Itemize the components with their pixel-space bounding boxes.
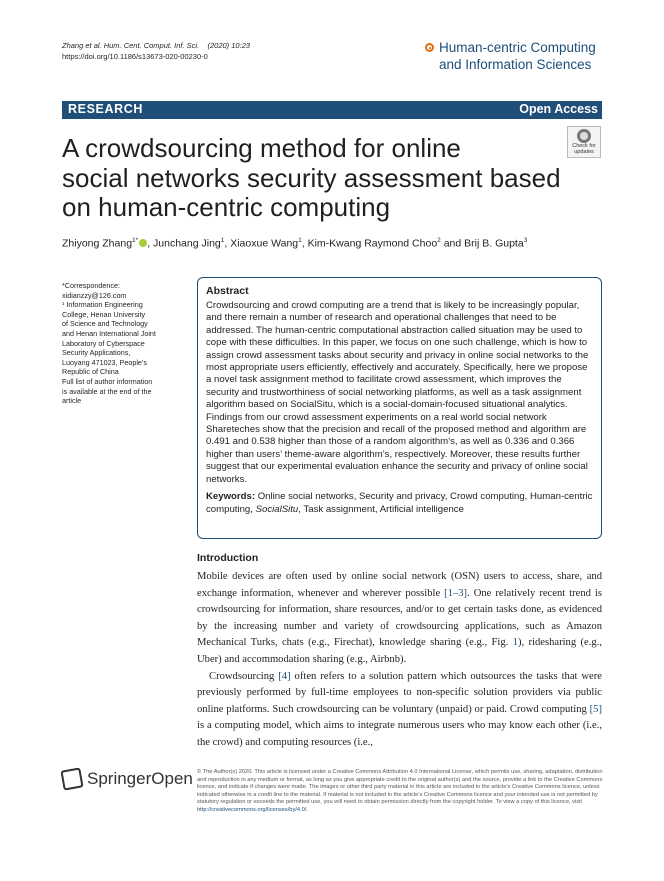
sidebar-line: Laboratory of Cyberspace <box>62 338 145 348</box>
sidebar-line: ¹ Information Engineering <box>62 300 143 310</box>
check-for-updates-badge[interactable] <box>567 126 601 158</box>
sidebar-line: and Henan International Joint <box>62 328 156 338</box>
sidebar-line: article <box>62 396 82 406</box>
sidebar-line: Security Applications, <box>62 348 131 358</box>
sidebar-line: Republic of China <box>62 367 119 377</box>
intro-paragraph-2 <box>197 669 602 752</box>
author-4-affil: 2 <box>437 237 441 244</box>
author-5-affil: 3 <box>523 237 528 244</box>
citation: Zhang et al. Hum. Cent. Comput. Inf. Sci. <box>62 41 200 50</box>
sidebar-line: Full list of author information <box>62 376 153 386</box>
author-3[interactable]: , Xiaoxue Wang <box>224 237 299 250</box>
correspondence-email[interactable]: xidianzzy@126.com <box>62 290 127 300</box>
keywords <box>206 491 593 516</box>
text-run: is a computing model, which aims to integrate numerous users who may know each other (i.e., the crowd) and computing resources (i.e., <box>197 720 602 748</box>
title-line2: social networks security assessment based <box>62 162 561 193</box>
section-bar <box>62 101 602 119</box>
author-1-affil: 1* <box>132 237 139 244</box>
author-2-affil: 1 <box>220 237 225 244</box>
citation-link[interactable]: [4] <box>278 670 291 682</box>
open-access-label: Open Access <box>519 102 598 116</box>
sidebar-line: College, Henan University <box>62 309 146 319</box>
author-4[interactable]: , Kim-Kwang Raymond Choo <box>301 237 438 250</box>
publisher-logo <box>62 769 193 789</box>
article-title <box>62 134 562 223</box>
badge-line2: updates <box>574 149 594 155</box>
title-line3: on human-centric computing <box>62 192 391 222</box>
keywords-text: Online social networks, Security and privacy, Crowd computing, Human-centric computing, <box>206 491 593 515</box>
figure-link[interactable]: 1 <box>512 637 518 649</box>
citation-link[interactable]: [5] <box>589 703 602 715</box>
author-2[interactable]: , Junchang Jing <box>147 237 221 250</box>
section-label: RESEARCH <box>68 102 143 116</box>
running-header <box>62 40 250 62</box>
text-run: . One relatively recent trend is crowdsourcing for information, share resources, and/or to get certain tasks done, as evidenced by the increasing number and variety of crowdsourcing applications, such as Amazon Mechanical Turks, chats (e.g., Firechat), knowledge sharing (e.g., Fig. <box>197 587 602 649</box>
sidebar-line: Luoyang 471023, People’s <box>62 357 147 367</box>
license-text: © The Author(s) 2020. This article is licensed under a Creative Commons Attribution 4.0 International License, which permits use, sharing, adaptation, distribution and reproduction in any medium or format, as long as you give appropriate credit to the original author(s) and the source, provide a link to the Creative Commons licence, and indicate if changes were made. The images or other third party material in this article are included in the article’s Creative Commons licence, unless indicated otherwise in a credit line to the material. If material is not included in the article’s Creative Commons licence and your intended use is not permitted by statutory regulation or exceeds the permitted use, you will need to obtain permission directly from the copyright holder. To view a copy of this licence, visit <box>197 769 603 806</box>
abstract-box <box>197 277 602 539</box>
author-5[interactable]: and Brij B. Gupta <box>440 237 524 250</box>
license-notice <box>197 769 604 815</box>
journal-logo-icon <box>425 43 434 52</box>
intro-paragraph-1 <box>197 569 602 669</box>
correspondence-sidebar <box>62 281 172 406</box>
springer-horse-icon <box>60 767 83 790</box>
author-1[interactable]: Zhiyong Zhang <box>62 237 133 250</box>
text-run: Mobile devices are often used by online social network (OSN) users to access, share, and exchange information, whenever and wherever possible <box>197 571 602 599</box>
text-run: Crowdsourcing <box>209 670 279 682</box>
sidebar-line: is available at the end of the <box>62 386 152 396</box>
check-updates-icon <box>577 129 591 143</box>
doi-link[interactable]: https://doi.org/10.1186/s13673-020-00230-0 <box>62 52 208 61</box>
journal-name-line1: Human-centric Computing <box>439 40 596 55</box>
abstract-body: Crowdsourcing and crowd computing are a trend that is likely to be increasingly popular, and there remain a number of research and operational challenges that need to be addressed. The human-centric computational abstraction called situation may be used to cope with these difficulties. In this paper, we focus on one such challenge, which is how to assign crowd assessment tasks about security and privacy in online social networks to the most appropriate users efficiently, effectively and accurately. Specifically, here we propose a novel task assignment method to facilitate crowd assessment, which improves the security and trustworthiness of social networking platforms, as well as a task assignment algorithm based on SocialSitu, which is a social-domain-focused situational analytics. Findings from our crowd assessment experiments on a real world social network Shareteches show that the precision and recall of the proposed method and algorithm are 0.491 and 0.538 higher than those of a random algorithm’s, as well as 0.336 and 0.366 higher than users’ theme-aware algorithm’s, respectively. Moreover, these results further suggest that our experimental evaluation enhance the security and privacy of online social networks. <box>206 300 589 485</box>
title-line1: A crowdsourcing method for online <box>62 133 461 163</box>
logo-springer: Springer <box>87 769 152 788</box>
author-list <box>62 237 527 250</box>
author-3-affil: 1 <box>298 237 302 244</box>
journal-name-line2: and Information Sciences <box>439 57 592 72</box>
text-run: often refers to a solution pattern which outsources the tasks that were previously performed by full-time employees to non-specific solution providers via public online platforms. Such crowdsourcing can be voluntary (unpaid) or paid. Crowd computing <box>197 670 602 715</box>
license-end: . <box>306 806 308 813</box>
abstract-heading: Abstract <box>206 285 249 297</box>
orcid-icon[interactable] <box>139 239 147 247</box>
citation-link[interactable]: [1–3] <box>444 587 468 599</box>
journal-logo <box>425 39 596 73</box>
keywords-label: Keywords: <box>206 491 256 503</box>
introduction-body <box>197 569 602 752</box>
introduction-heading: Introduction <box>197 552 259 564</box>
license-link[interactable]: http://creativecommons.org/licenses/by/4.0/ <box>197 806 307 813</box>
keywords-text-end: , Task assignment, Artificial intelligence <box>298 503 464 515</box>
badge-line1: Check for <box>572 143 596 149</box>
sidebar-line: *Correspondence: <box>62 281 120 290</box>
keywords-italic: SocialSitu <box>255 503 299 515</box>
logo-open: Open <box>151 769 193 788</box>
text-run: ), ridesharing (e.g., Uber) and accommodation sharing (e.g., Airbnb). <box>197 637 602 665</box>
sidebar-line: of Science and Technology <box>62 319 148 329</box>
year-volume: (2020) 10:23 <box>207 41 251 50</box>
